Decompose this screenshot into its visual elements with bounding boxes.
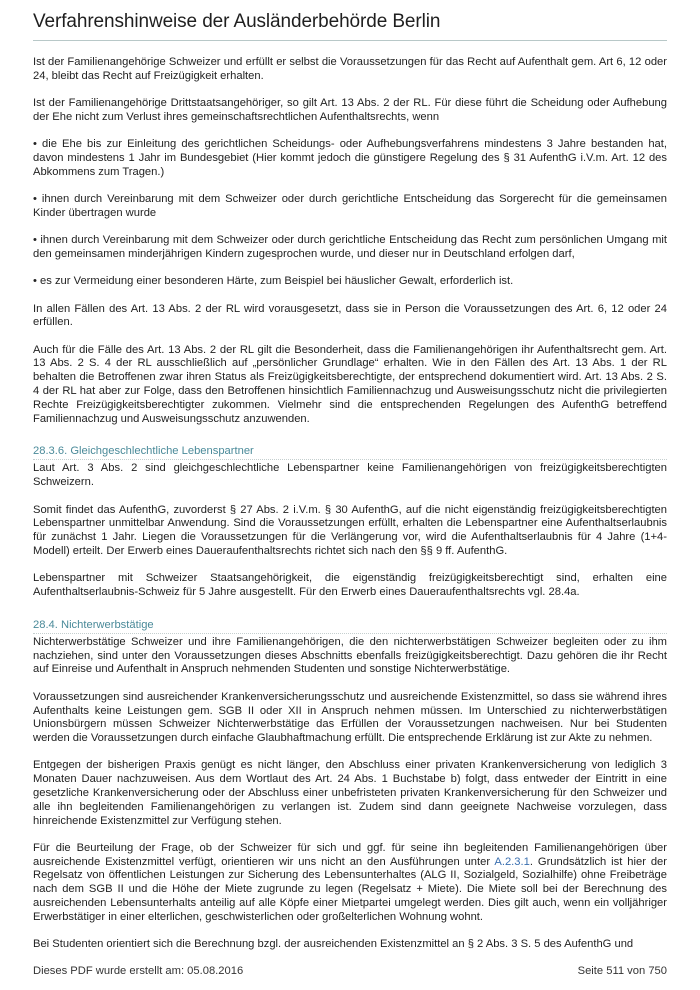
- paragraph: Auch für die Fälle des Art. 13 Abs. 2 der RL gilt die Besonderheit, dass die Familienangehörigen ihr Aufenthaltsrecht gem. Art. 13 Abs. 2 S. 4 der RL ausschließlich auf „persönlicher Grundlage“ erhalten. Wie in den Fällen des Art. 13 Abs. 1 der RL behalten die Betroffenen zwar ihren Status als Freizügigkeitsberechtigte, der entsprechend dokumentiert wird. Art. 13 Abs. 2 S. 4 der RL hat aber zur Folge, dass den Betroffenen hinsichtlich Familiennachzug und Ausweisungsschutz nicht die privilegierten Rechte Freizügigkeitsberechtigter zukommen. Vielmehr sind die entsprechenden Regelungen des AufenthG betreffend Familiennachzug und Ausweisungsschutz anzuwenden.: [33, 343, 667, 425]
- footer-page-number: Seite 511 von 750: [577, 965, 667, 977]
- bullet-item: • die Ehe bis zur Einleitung des gerichtlichen Scheidungs- oder Aufhebungsverfahrens mindestens 3 Jahre bestanden hat, davon mindestens 1 Jahr im Bundesgebiet (Hier kommt jedoch die günstigere Regelung des § 31 AufenthG i.V.m. Art. 12 des Abkommens zum Tragen.): [33, 138, 667, 178]
- document-body: [33, 56, 667, 952]
- paragraph: Entgegen der bisherigen Praxis genügt es nicht länger, den Abschluss einer privaten Krankenversicherung von lediglich 3 Monaten Dauer nachzuweisen. Aus dem Wortlaut des Art. 24 Abs. 1 Buchstabe b) folgt, dass entweder der Eintritt in eine gesetzliche Krankenversicherung oder der Abschluss einer unbefristeten privaten Krankenversicherung für den Schweizer und alle ihn begleitenden Familienangehörigen zu verlangen ist. Zudem sind dann geeignete Nachweise vorzulegen, dass hinreichende Existenzmittel zur Verfügung stehen.: [33, 759, 667, 827]
- bullet-item: • ihnen durch Vereinbarung mit dem Schweizer oder durch gerichtliche Entscheidung das Sorgerecht für die gemeinsamen Kinder übertragen wurde: [33, 193, 667, 219]
- document-page: [33, 0, 667, 990]
- paragraph: Lebenspartner mit Schweizer Staatsangehörigkeit, die eigenständig freizügigkeitsberechtigt sind, erhalten eine Aufenthaltserlaubnis-Schweiz für 5 Jahre ausgestellt. Für den Erwerb eines Daueraufenthaltsrechts vgl. 28.4a.: [33, 572, 667, 599]
- bullet-item: • ihnen durch Vereinbarung mit dem Schweizer oder durch gerichtliche Entscheidung das Recht zum persönlichen Umgang mit den gemeinsamen minderjährigen Kindern zugesprochen wurde, und dieser nur in Deutschland erfolgen darf,: [33, 234, 667, 260]
- paragraph: Ist der Familienangehörige Schweizer und erfüllt er selbst die Voraussetzungen für das Recht auf Aufenthalt gem. Art 6, 12 oder 24, bleibt das Recht auf Freizügigkeit erhalten.: [33, 56, 667, 82]
- document-title: Verfahrenshinweise der Ausländerbehörde Berlin: [33, 11, 441, 32]
- paragraph-with-link: [33, 842, 667, 925]
- paragraph-text: . Grundsätzlich ist hier der Regelsatz von öffentlichen Leistungen zur Sicherung des Lebensunterhaltes (ALG II, Sozialgeld, Sozialhilfe) ohne Freibeträge nach dem SGB II und die Höhe der Miete zugrunde zu legen (Regelsatz + Miete). Die Miete soll bei der Berechnung des ausreichenden Lebensunterhalts anteilig auf alle Köpfe einer Mietpartei umgelegt werden. Dies gilt auch, wenn ein volljähriger Erwerbstätiger in einer elterlichen, geschwisterlichen oder großelterlichen Wohnung wohnt.: [33, 855, 668, 923]
- paragraph: Somit findet das AufenthG, zuvorderst § 27 Abs. 2 i.V.m. § 30 AufenthG, auf die nicht eigenständig freizügigkeitsberechtigten Lebenspartner unmittelbar Anwendung. Sind die Voraussetzungen erfüllt, erhalten die Lebenspartner eine Aufenthaltserlaubnis für zunächst 1 Jahr. Liegen die Voraussetzungen für die Verlängerung vor, wird die Aufenthaltserlaubnis für 4 Jahre (1+4-Modell) erteilt. Der Erwerb eines Daueraufenthaltsrechts richtet sich nach den §§ 9 ff. AufenthG.: [33, 503, 667, 557]
- title-divider: [33, 40, 667, 41]
- paragraph-text: Für die Beurteilung der Frage, ob der Schweizer für sich und ggf. für seine ihn begleitenden Familienangehörigen über ausreichende Existenzmittel verfügt, orientieren wir uns nicht an den Ausführungen unter: [33, 841, 667, 868]
- section-heading-lebenspartner: 28.3.6. Gleichgeschlechtliche Lebenspartner: [33, 444, 667, 460]
- section-heading-nichterwerbstaetige: 28.4. Nichterwerbstätige: [33, 618, 667, 634]
- paragraph: Ist der Familienangehörige Drittstaatsangehöriger, so gilt Art. 13 Abs. 2 der RL. Für diese führt die Scheidung oder Aufhebung der Ehe nicht zum Verlust ihres gemeinschaftsrechtlichen Aufenthaltsrechts, wenn: [33, 97, 667, 123]
- paragraph: Nichterwerbstätige Schweizer und ihre Familienangehörigen, die den nichterwerbstätigen Schweizer begleiten oder zu ihm nachziehen, sind unter den Voraussetzungen dieses Abschnitts ebenfalls freizügigkeitsberechtigt. Dazu gehören die ihr Recht auf Einreise und Aufenthalt in Anspruch nehmenden Studenten und sonstige Nichterwerbstätige.: [33, 635, 667, 676]
- paragraph: In allen Fällen des Art. 13 Abs. 2 der RL wird vorausgesetzt, dass sie in Person die Voraussetzungen des Art. 6, 12 oder 24 erfüllen.: [33, 302, 667, 329]
- paragraph: Voraussetzungen sind ausreichender Krankenversicherungsschutz und ausreichende Existenzmittel, so dass sie während ihres Aufenthalts keine Leistungen gem. SGB II oder XII in Anspruch nehmen müssen. Im Unterschied zu nichterwerbstätigen Unionsbürgern müssen Schweizer Nichterwerbstätige das Erfüllen der Voraussetzungen nachweisen. Nur bei Studenten werden die Voraussetzungen durch einfache Glaubhaftmachung erfüllt. Die entsprechende Erklärung ist zur Akte zu nehmen.: [33, 690, 667, 745]
- paragraph: Bei Studenten orientiert sich die Berechnung bzgl. der ausreichenden Existenzmittel an § 2 Abs. 3 S. 5 des AufenthG und: [33, 938, 634, 951]
- footer-created-date: Dieses PDF wurde erstellt am: 05.08.2016: [33, 965, 244, 977]
- bullet-item: • es zur Vermeidung einer besonderen Härte, zum Beispiel bei häuslicher Gewalt, erforderlich ist.: [33, 275, 514, 288]
- reference-link[interactable]: A.2.3.1: [494, 855, 530, 868]
- paragraph: Laut Art. 3 Abs. 2 sind gleichgeschlechtliche Lebenspartner keine Familienangehörigen von freizügigkeitsberechtigten Schweizern.: [33, 462, 667, 489]
